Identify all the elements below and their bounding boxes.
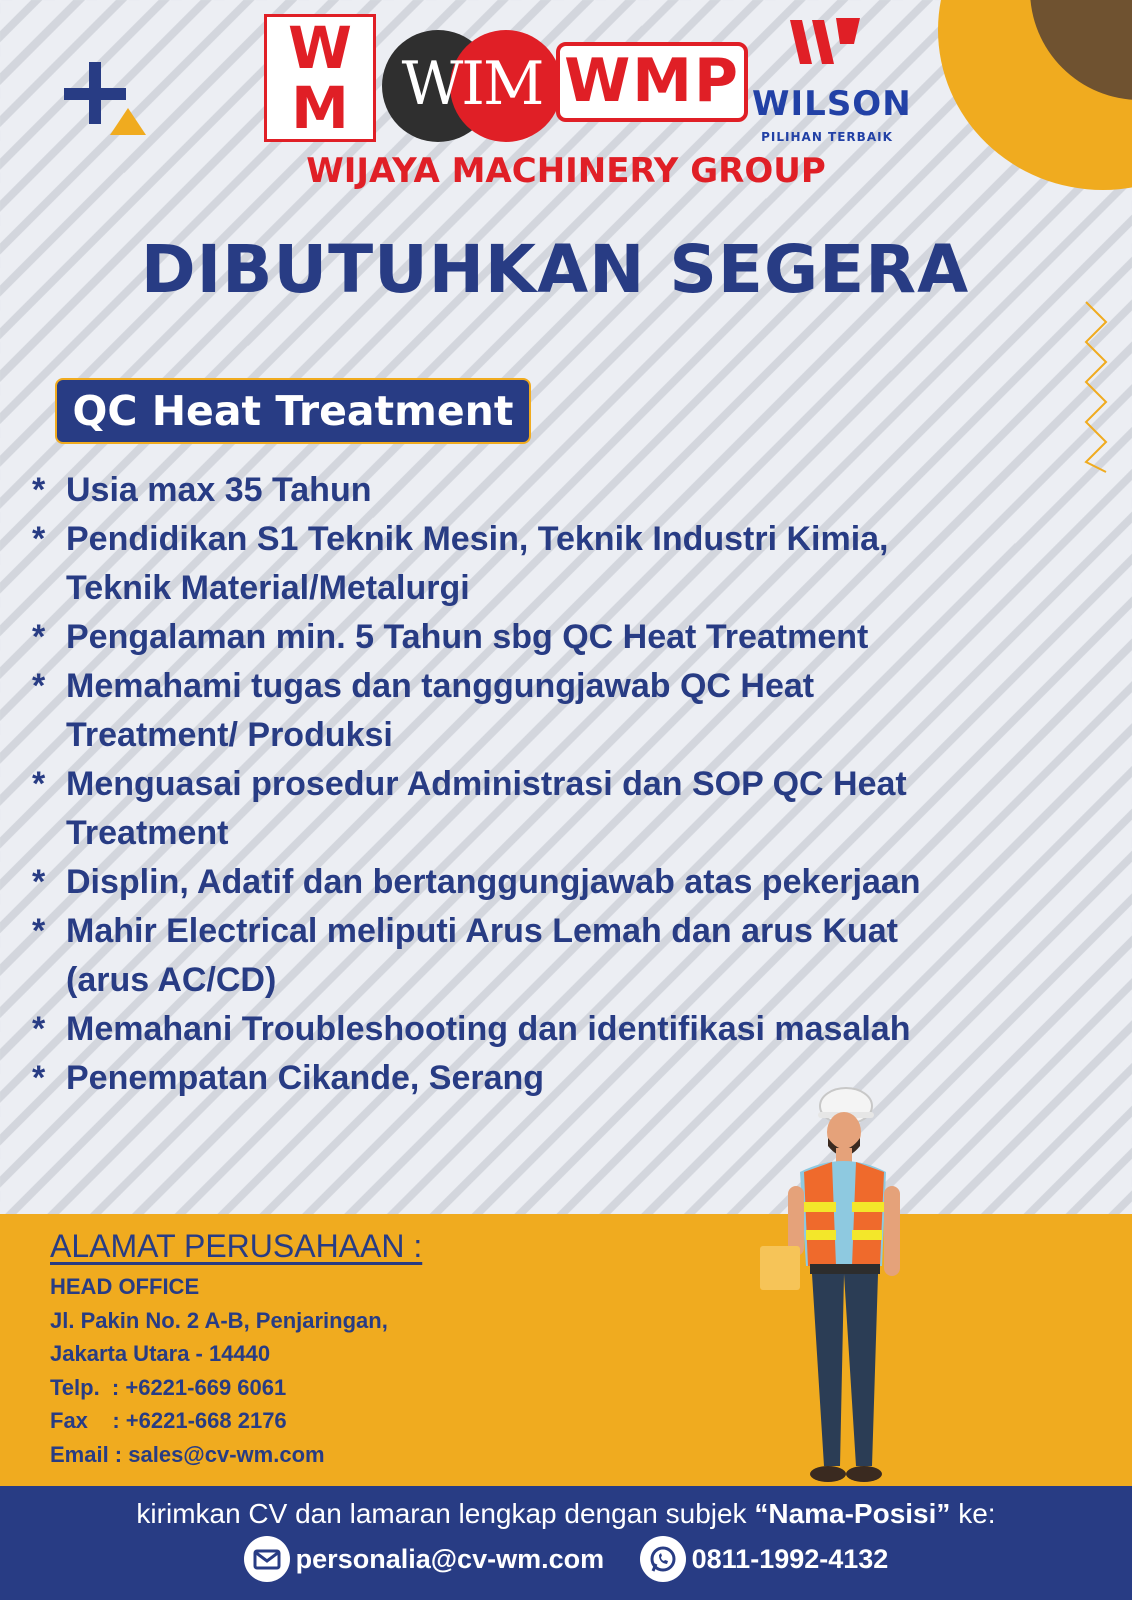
bullet-star: * bbox=[32, 471, 46, 509]
requirement-item: * Usia max 35 Tahun bbox=[32, 466, 1112, 515]
address-line: Email : sales@cv-wm.com bbox=[50, 1441, 325, 1467]
wm-logo-letter-m: M bbox=[291, 74, 349, 142]
requirement-continuation: Treatment bbox=[66, 814, 229, 852]
mail-icon bbox=[244, 1536, 290, 1582]
bullet-star: * bbox=[32, 618, 46, 656]
wilson-tagline: PILIHAN TERBAIK bbox=[761, 130, 893, 144]
requirement-item: * Menguasai prosedur Administrasi dan SOP QC Heat bbox=[32, 760, 1112, 809]
position-title: QC Heat Treatment bbox=[55, 378, 531, 444]
requirement-item: * Penempatan Cikande, Serang bbox=[32, 1054, 1112, 1103]
wim-logo-text: WIM bbox=[401, 49, 543, 119]
bullet-star: * bbox=[32, 912, 46, 950]
requirement-item: * Displin, Adatif dan bertanggungjawab atas pekerjaan bbox=[32, 858, 1112, 907]
address-line: Fax : +6221-668 2176 bbox=[50, 1408, 287, 1433]
whatsapp-number[interactable]: 0811-1992-4132 bbox=[691, 1544, 889, 1574]
requirement-item: * Pendidikan S1 Teknik Mesin, Teknik Industri Kimia, bbox=[32, 515, 1112, 564]
requirement-item: * Mahir Electrical meliputi Arus Lemah dan arus Kuat bbox=[32, 907, 1112, 956]
requirement-continuation: Teknik Material/Metalurgi bbox=[66, 569, 470, 607]
group-name: WIJAYA MACHINERY GROUP bbox=[306, 151, 826, 191]
wmp-logo: WMP bbox=[556, 42, 748, 122]
address-line: Jakarta Utara - 14440 bbox=[50, 1341, 271, 1366]
contact-row bbox=[0, 1534, 1132, 1584]
requirement-continuation: Treatment/ Produksi bbox=[66, 716, 393, 754]
whatsapp-icon bbox=[640, 1536, 686, 1582]
wilson-logo-text: WILSON bbox=[752, 84, 912, 124]
apply-instructions: kirimkan CV dan lamaran lengkap dengan subjek “Nama-Posisi” ke: bbox=[136, 1498, 996, 1529]
triangle-decoration bbox=[110, 108, 146, 135]
wm-logo bbox=[264, 14, 376, 142]
wilson-logo-mark bbox=[790, 18, 860, 66]
bullet-star: * bbox=[32, 667, 46, 705]
bullet-star: * bbox=[32, 863, 46, 901]
requirements-list bbox=[32, 466, 1112, 1103]
email-address[interactable]: personalia@cv-wm.com bbox=[295, 1544, 605, 1574]
email-contact[interactable] bbox=[244, 1534, 604, 1584]
zigzag-decoration bbox=[1082, 300, 1112, 475]
bullet-star: * bbox=[32, 1010, 46, 1048]
address-line: HEAD OFFICE bbox=[50, 1274, 200, 1299]
address-line: Jl. Pakin No. 2 A-B, Penjaringan, bbox=[50, 1307, 388, 1333]
plus-decoration-vertical bbox=[89, 62, 101, 124]
address-line: Telp. : +6221-669 6061 bbox=[50, 1374, 287, 1400]
address-lines bbox=[50, 1270, 388, 1471]
bullet-star: * bbox=[32, 520, 46, 558]
requirement-item: * Pengalaman min. 5 Tahun sbg QC Heat Treatment bbox=[32, 613, 1112, 662]
requirement-item: * Memahami tugas dan tanggungjawab QC Heat bbox=[32, 662, 1112, 711]
worker-illustration bbox=[760, 1086, 920, 1486]
bullet-star: * bbox=[32, 1059, 46, 1097]
headline: DIBUTUHKAN SEGERA bbox=[140, 231, 970, 308]
wm-logo-letter-w: W bbox=[288, 14, 352, 82]
whatsapp-contact[interactable] bbox=[640, 1534, 889, 1584]
bullet-star: * bbox=[32, 765, 46, 803]
address-title: ALAMAT PERUSAHAAN : bbox=[50, 1228, 423, 1264]
requirement-continuation: (arus AC/CD) bbox=[66, 961, 277, 999]
requirement-item: * Memahani Troubleshooting dan identifikasi masalah bbox=[32, 1005, 1112, 1054]
